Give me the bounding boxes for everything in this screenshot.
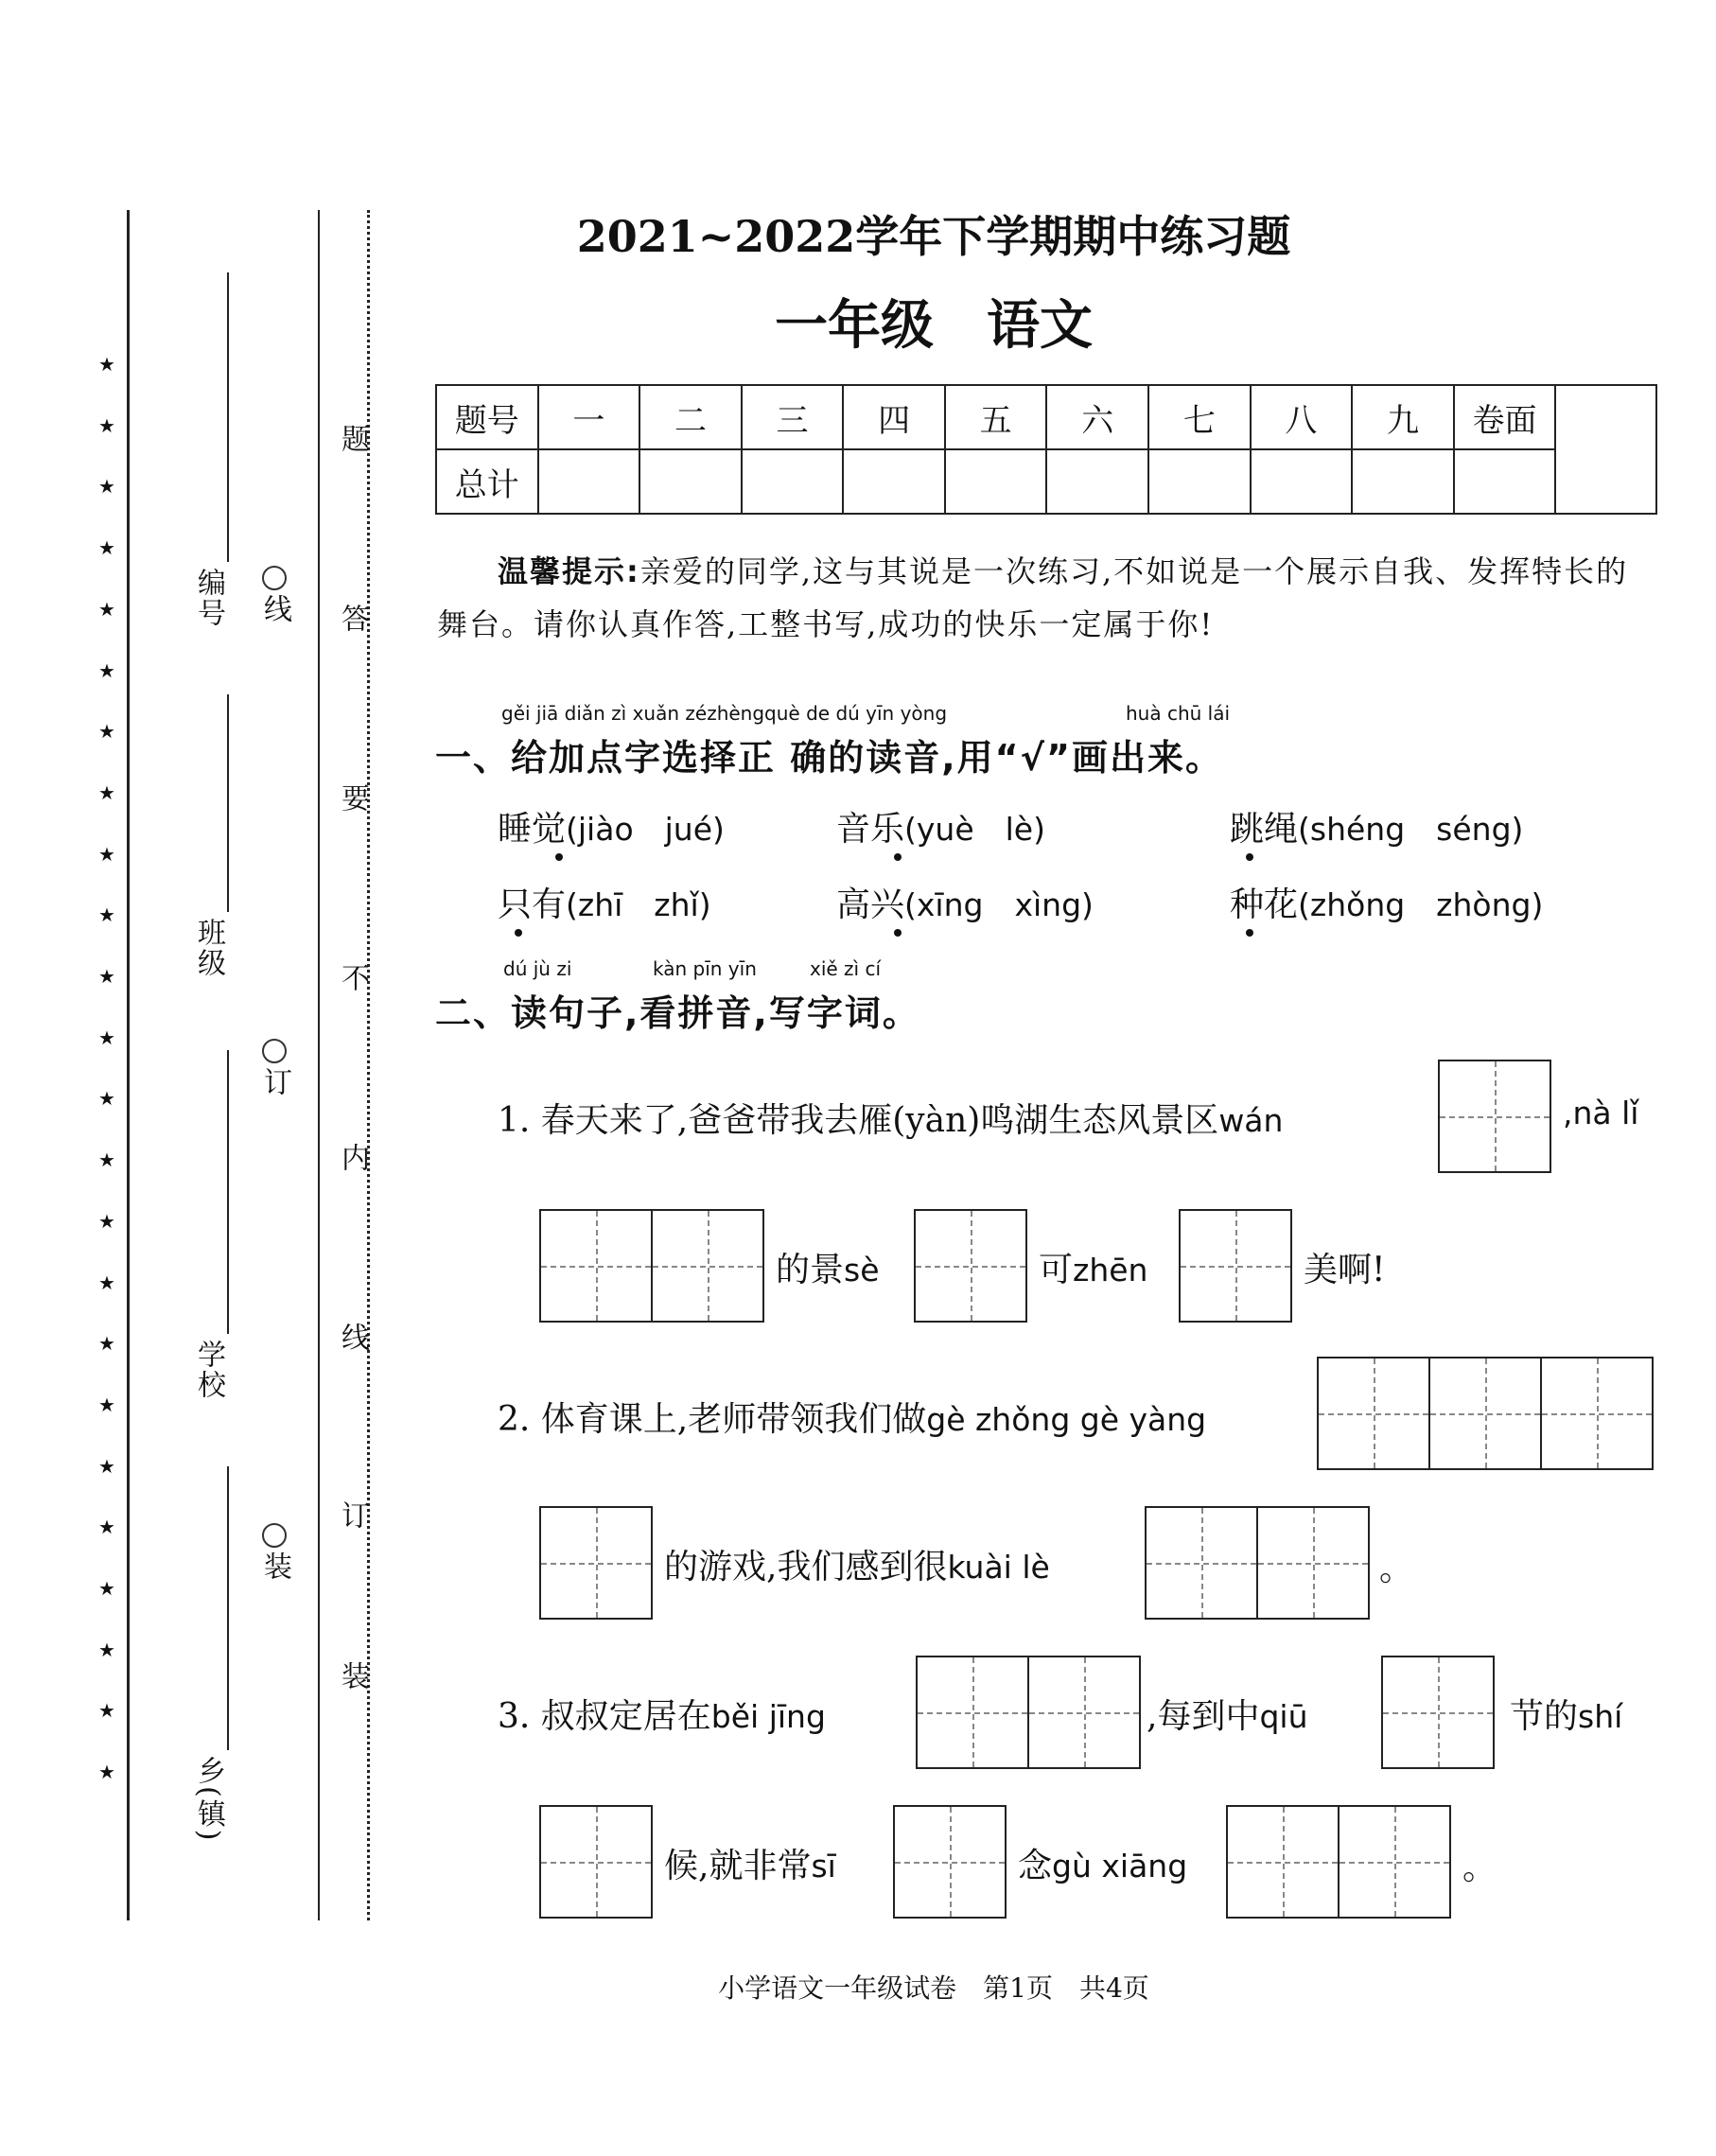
emphasis-dot	[894, 929, 902, 937]
writing-cell[interactable]	[651, 1209, 764, 1323]
star-mark: ★	[98, 720, 115, 744]
q2-end: 。	[1379, 1550, 1414, 1588]
score-cell: 二	[639, 385, 742, 449]
score-cell: 一	[538, 385, 640, 449]
score-input[interactable]	[945, 449, 1047, 514]
q3-line2-b: 念gù xiāng	[1018, 1847, 1188, 1885]
q2-box-gezhong[interactable]	[1317, 1357, 1654, 1470]
q3-line1-b: ,每到中qiū	[1147, 1697, 1308, 1736]
q3-line1-a: 3. 叔叔定居在běi jīng	[498, 1697, 826, 1736]
cut-word-4: 内	[336, 1143, 369, 1171]
class-label: 班级	[192, 918, 225, 978]
q3-end: 。	[1462, 1849, 1497, 1887]
writing-cell[interactable]	[1027, 1656, 1141, 1769]
star-mark: ★	[98, 536, 115, 560]
q1-box-nali[interactable]	[539, 1209, 764, 1323]
star-mark: ★	[98, 780, 115, 804]
cut-word-8: 题	[336, 424, 369, 452]
star-mark: ★	[98, 353, 115, 376]
seal-ding: 订	[263, 1039, 295, 1096]
tip-text: 亲爱的同学,这与其说是一次练习,不如说是一个展示自我、发挥特长的舞台。请你认真作答,工整书写,成功的快乐一定属于你!	[437, 553, 1629, 642]
score-input[interactable]	[1352, 449, 1454, 514]
score-cell: 八	[1251, 385, 1353, 449]
score-cell: 七	[1148, 385, 1251, 449]
cut-word-6: 要	[336, 783, 369, 812]
choice-item[interactable]: 睡觉(jiào jué)	[498, 810, 725, 849]
emphasis-dot	[515, 929, 522, 937]
section1-pinyin-a: gěi jiā diǎn zì xuǎn zézhèngquè de dú yīn yòng	[501, 702, 948, 725]
star-mark: ★	[98, 597, 115, 621]
star-mark: ★	[98, 1271, 115, 1294]
star-mark: ★	[98, 1577, 115, 1600]
choice-item[interactable]: 种花(zhǒng zhòng)	[1230, 885, 1544, 924]
q1-line1: 1. 春天来了,爸爸带我去雁(yàn)鸣湖生态风景区wán	[498, 1101, 1284, 1140]
q1-box-se[interactable]	[914, 1209, 1027, 1323]
school-label: 学校	[192, 1340, 225, 1400]
section2-pinyin-c: xiě zì cí	[810, 957, 882, 980]
writing-cell[interactable]	[539, 1209, 653, 1323]
exam-subtitle: 一年级 语文	[775, 294, 1093, 357]
star-mark: ★	[98, 1393, 115, 1416]
writing-cell[interactable]	[1179, 1209, 1292, 1323]
star-mark: ★	[98, 1148, 115, 1172]
section2-pinyin-a: dú jù zi	[503, 957, 572, 980]
cut-word-1: 装	[336, 1661, 369, 1690]
emphasis-dot	[894, 853, 902, 861]
star-mark: ★	[98, 413, 115, 437]
score-cell: 九	[1352, 385, 1454, 449]
choice-item[interactable]: 跳绳(shéng séng)	[1230, 810, 1524, 849]
q3-line1-c: 节的shí	[1510, 1697, 1623, 1736]
star-mark: ★	[98, 965, 115, 988]
choice-item[interactable]: 只有(zhī zhǐ)	[498, 885, 711, 924]
star-mark: ★	[98, 475, 115, 499]
total-score-cell[interactable]	[1555, 385, 1656, 514]
q3-box-qiu[interactable]	[1381, 1656, 1495, 1769]
score-cell: 三	[742, 385, 844, 449]
writing-cell[interactable]	[914, 1209, 1027, 1323]
number-label: 编号	[192, 568, 225, 628]
q1-line2-c: 美啊!	[1304, 1251, 1386, 1289]
score-input[interactable]	[1454, 449, 1556, 514]
score-input[interactable]	[843, 449, 945, 514]
score-table	[435, 384, 1657, 515]
score-input[interactable]	[1251, 449, 1353, 514]
school-blank[interactable]	[227, 1050, 229, 1334]
q3-box-shi[interactable]	[539, 1805, 653, 1919]
section2-pinyin-b: kàn pīn yīn	[653, 957, 757, 980]
writing-cell[interactable]	[1317, 1357, 1430, 1470]
writing-cell[interactable]	[1540, 1357, 1654, 1470]
score-input[interactable]	[639, 449, 742, 514]
score-input[interactable]	[742, 449, 844, 514]
tip-label: 温馨提示:	[498, 553, 640, 589]
score-cell: 五	[945, 385, 1047, 449]
score-cell: 四	[843, 385, 945, 449]
q2-line2: 的游戏,我们感到很kuài lè	[664, 1548, 1050, 1586]
tip-paragraph	[437, 545, 1657, 651]
writing-cell[interactable]	[1428, 1357, 1542, 1470]
q3-line2-a: 候,就非常sī	[664, 1847, 836, 1885]
seal-xian: 线	[263, 566, 295, 622]
score-total-row	[436, 449, 1656, 514]
seal-zhuang: 装	[263, 1523, 295, 1580]
writing-cell[interactable]	[1338, 1805, 1451, 1919]
writing-cell[interactable]	[1256, 1506, 1370, 1620]
star-mark: ★	[98, 903, 115, 927]
q1-line1-tail: ,nà lǐ	[1563, 1095, 1639, 1131]
town-label: 乡(镇)	[192, 1756, 225, 1843]
writing-cell[interactable]	[893, 1805, 1007, 1919]
star-mark: ★	[98, 1209, 115, 1233]
writing-cell[interactable]	[1438, 1060, 1551, 1173]
writing-cell[interactable]	[916, 1656, 1029, 1769]
class-blank[interactable]	[227, 694, 229, 912]
writing-cell[interactable]	[539, 1506, 653, 1620]
writing-cell[interactable]	[1226, 1805, 1340, 1919]
cut-word-3: 线	[336, 1323, 369, 1351]
writing-cell[interactable]	[539, 1805, 653, 1919]
score-input[interactable]	[538, 449, 640, 514]
star-mark: ★	[98, 658, 115, 682]
section2-title: 二、读句子,看拼音,写字词。	[435, 992, 920, 1034]
emphasis-dot	[1246, 853, 1253, 861]
choice-item[interactable]: 高兴(xīng xìng)	[836, 885, 1094, 924]
cut-word-5: 不	[336, 963, 369, 991]
emphasis-dot	[1246, 929, 1253, 937]
margin-line-left	[127, 210, 130, 1920]
q1-line2-b: 可zhēn	[1039, 1251, 1148, 1289]
writing-cell[interactable]	[1145, 1506, 1258, 1620]
emphasis-dot	[555, 853, 563, 861]
star-mark: ★	[98, 842, 115, 866]
star-mark: ★	[98, 1638, 115, 1661]
score-input[interactable]	[1148, 449, 1251, 514]
score-cell: 题号	[436, 385, 538, 449]
q3-box-si[interactable]	[893, 1805, 1007, 1919]
q1-box-wan[interactable]	[1438, 1060, 1551, 1173]
section1-title: 一、给加点字选择正 确的读音,用“√”画出来。	[435, 737, 1223, 779]
margin-line-mid	[318, 210, 320, 1920]
cut-word-2: 订	[336, 1500, 369, 1529]
q3-box-guxiang[interactable]	[1226, 1805, 1451, 1919]
star-mark: ★	[98, 1699, 115, 1723]
star-mark: ★	[98, 1025, 115, 1049]
score-cell: 卷面	[1454, 385, 1556, 449]
star-mark: ★	[98, 1087, 115, 1111]
score-cell: 总计	[436, 449, 538, 514]
q1-box-zhen[interactable]	[1179, 1209, 1292, 1323]
star-mark: ★	[98, 1516, 115, 1539]
star-mark: ★	[98, 1332, 115, 1356]
section1-pinyin-b: huà chū lái	[1126, 702, 1231, 725]
q2-box-kuaile[interactable]	[1145, 1506, 1370, 1620]
page-footer: 小学语文一年级试卷 第1页 共4页	[718, 1972, 1149, 2004]
score-input[interactable]	[1046, 449, 1148, 514]
town-blank[interactable]	[227, 1466, 229, 1750]
choice-item[interactable]: 音乐(yuè lè)	[836, 810, 1045, 849]
score-cell: 六	[1046, 385, 1148, 449]
cut-word-7: 答	[336, 604, 369, 632]
q2-box-yang[interactable]	[539, 1506, 653, 1620]
q1-line2-a: 的景sè	[776, 1251, 880, 1289]
q3-box-beijing[interactable]	[916, 1656, 1141, 1769]
star-mark: ★	[98, 1454, 115, 1478]
q2-line1: 2. 体育课上,老师带领我们做gè zhǒng gè yàng	[498, 1400, 1207, 1439]
writing-cell[interactable]	[1381, 1656, 1495, 1769]
score-header-row	[436, 385, 1656, 449]
exam-title: 2021~2022学年下学期期中练习题	[576, 211, 1291, 262]
star-mark: ★	[98, 1761, 115, 1784]
